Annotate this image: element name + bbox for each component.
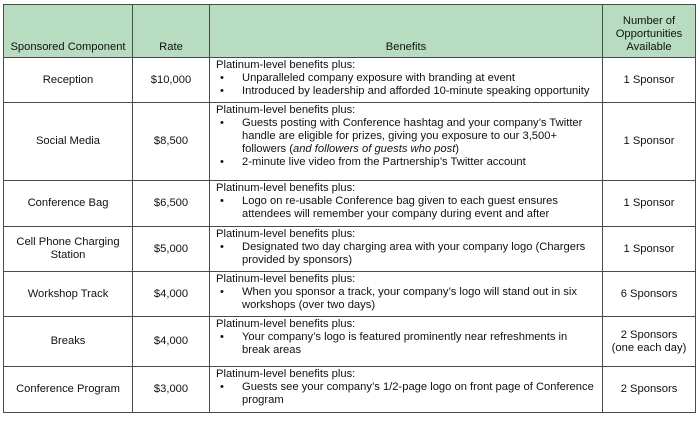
benefit-emphasis: and followers of guests who post (292, 143, 456, 155)
header-rate: Rate (133, 5, 210, 58)
table-row (4, 272, 696, 317)
benefit-list (216, 72, 598, 98)
benefits-cell (210, 272, 603, 317)
opportunities-available-text: 1 Sponsor (623, 242, 675, 255)
sponsored-component-cell: Conference Program (4, 367, 133, 413)
benefits-intro: Platinum-level benefits plus: (216, 273, 356, 285)
benefit-item (216, 241, 598, 267)
table-row (4, 367, 696, 413)
benefit-text: Guests see your company’s 1/2-page logo on front page of Conference program (242, 381, 594, 406)
opportunities-available-text: 1 Sponsor (623, 135, 675, 147)
bullet-icon: • (220, 331, 224, 343)
benefits-intro: Platinum-level benefits plus: (216, 318, 356, 330)
benefit-list (216, 241, 598, 267)
benefit-list (216, 331, 598, 357)
header-opportunities-available: Number of Opportunities Available (603, 5, 696, 58)
benefit-item (216, 195, 598, 221)
rate-cell: $3,000 (133, 367, 210, 413)
sponsorship-table (3, 4, 696, 413)
table-row (4, 227, 696, 272)
benefits-cell (210, 227, 603, 272)
header-benefits: Benefits (210, 5, 603, 58)
benefit-item (216, 85, 598, 98)
opportunities-available-text: 2 Sponsors (620, 383, 678, 395)
table-row (4, 317, 696, 367)
sponsored-component-cell: Conference Bag (4, 181, 133, 227)
header-sponsored-component: Sponsored Component (4, 5, 133, 58)
benefits-intro: Platinum-level benefits plus: (216, 104, 356, 116)
rate-cell: $6,500 (133, 181, 210, 227)
table-row (4, 181, 696, 227)
bullet-icon: • (220, 72, 224, 84)
benefit-item (216, 381, 598, 407)
opportunities-available-cell (603, 103, 696, 181)
opportunities-available-text: 2 Sponsors (620, 328, 678, 341)
benefit-list (216, 381, 598, 407)
bullet-icon: • (220, 85, 224, 97)
rate-cell: $4,000 (133, 317, 210, 367)
opportunities-available-cell (603, 58, 696, 103)
benefit-text: Your company’s logo is featured prominently near refreshments in break areas (242, 331, 568, 356)
benefit-text: Introduced by leadership and afforded 10-minute speaking opportunity (242, 85, 590, 97)
benefits-intro: Platinum-level benefits plus: (216, 182, 356, 194)
sponsored-component-cell: Workshop Track (4, 272, 133, 317)
sponsored-component-cell: Reception (4, 58, 133, 103)
opportunities-available-cell (603, 317, 696, 367)
benefits-intro: Platinum-level benefits plus: (216, 59, 356, 71)
sponsored-component-cell: Social Media (4, 103, 133, 181)
bullet-icon: • (220, 381, 224, 393)
benefit-text: When you sponsor a track, your company’s logo will stand out in six workshops (over two days) (242, 286, 577, 311)
bullet-icon: • (220, 241, 224, 253)
benefit-item (216, 331, 598, 357)
opportunities-available-text: 6 Sponsors (620, 287, 678, 300)
bullet-icon: • (220, 156, 224, 168)
sponsored-component-cell: Breaks (4, 317, 133, 367)
benefits-cell (210, 181, 603, 227)
benefit-text: Unparalleled company exposure with branding at event (242, 72, 516, 84)
rate-cell: $8,500 (133, 103, 210, 181)
benefits-intro: Platinum-level benefits plus: (216, 368, 356, 380)
benefit-text: 2-minute live video from the Partnership’s Twitter account (242, 156, 526, 168)
benefits-cell (210, 317, 603, 367)
benefit-text-tail: ) (455, 143, 460, 155)
benefit-item (216, 156, 598, 169)
benefit-list (216, 286, 598, 312)
rate-cell: $4,000 (133, 272, 210, 317)
table-row (4, 103, 696, 181)
benefit-item (216, 117, 598, 156)
opportunities-available-text: (one each day) (611, 341, 687, 354)
benefit-item (216, 72, 598, 85)
rate-cell: $10,000 (133, 58, 210, 103)
benefits-cell (210, 103, 603, 181)
benefit-item (216, 286, 598, 312)
bullet-icon: • (220, 195, 224, 207)
sponsored-component-cell: Cell Phone Charging Station (4, 227, 133, 272)
benefit-list (216, 195, 598, 221)
table-header-row (4, 5, 696, 58)
opportunities-available-cell (603, 272, 696, 317)
benefit-text: Guests posting with Conference hashtag and your company’s Twitter handle are eligible for prizes, giving you exposure to our 3,500+ followers ( (242, 117, 583, 155)
table-body (4, 58, 696, 413)
table-row (4, 58, 696, 103)
bullet-icon: • (220, 286, 224, 298)
benefit-text: Logo on re-usable Conference bag given to each guest ensures attendees will remember your company during event and after (242, 195, 558, 220)
opportunities-available-cell (603, 181, 696, 227)
bullet-icon: • (220, 117, 224, 129)
benefits-intro: Platinum-level benefits plus: (216, 228, 356, 240)
benefit-text: Designated two day charging area with your company logo (Chargers provided by sponsors) (242, 241, 586, 266)
benefits-cell (210, 58, 603, 103)
rate-cell: $5,000 (133, 227, 210, 272)
benefit-list (216, 117, 598, 169)
opportunities-available-text: 1 Sponsor (623, 73, 675, 86)
opportunities-available-text: 1 Sponsor (623, 197, 675, 209)
opportunities-available-cell (603, 367, 696, 413)
benefits-cell (210, 367, 603, 413)
opportunities-available-cell (603, 227, 696, 272)
